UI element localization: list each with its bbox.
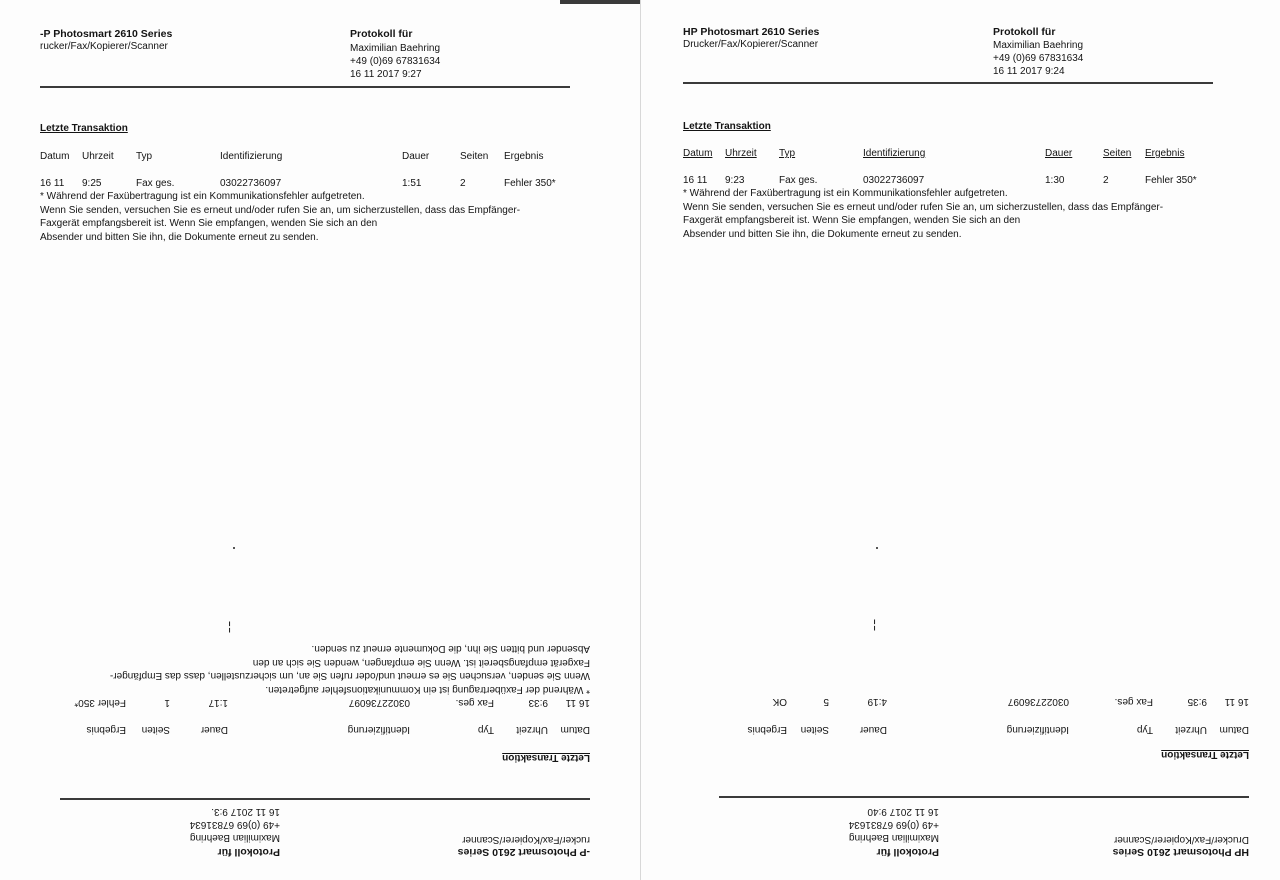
row-dauer: 1:17 (208, 697, 228, 708)
note-line: Absender und bitten Sie ihn, die Dokumente erneut zu senden. (683, 229, 962, 240)
report-timestamp: 16 11 2017 9:3. (211, 806, 280, 817)
device-name: -P Photosmart 2610 Series (40, 28, 173, 40)
row-typ: Fax ges. (1114, 696, 1153, 707)
row-uhrzeit: 9:23 (725, 175, 745, 186)
col-typ: Typ (136, 151, 153, 162)
row-ergebnis: OK (772, 696, 787, 707)
device-type: rucker/Fax/Kopierer/Scanner (462, 834, 590, 845)
row-identifizierung: 03022736097 (863, 175, 925, 186)
col-datum: Datum (1219, 724, 1249, 735)
note-line: * Während der Faxübertragung ist ein Kommunikationsfehler aufgetreten. (40, 191, 365, 202)
row-identifizierung: 03022736097 (220, 178, 282, 189)
row-typ: Fax ges. (779, 175, 818, 186)
note-line: Faxgerät empfangsbereit ist. Wenn Sie empfangen, wenden Sie sich an den (252, 657, 590, 668)
note-line: Wenn Sie senden, versuchen Sie es erneut und/oder rufen Sie an, um sicherzustellen, dass das Empfänger- (683, 202, 1164, 213)
row-ergebnis: Fehler 350* (74, 697, 126, 708)
col-identifizierung: Identifizierung (863, 148, 926, 159)
fax-report-upright (683, 26, 1243, 256)
col-seiten: Seiten (460, 151, 489, 162)
row-identifizierung: 03022736097 (348, 697, 410, 708)
scanned-page-right (640, 0, 1280, 880)
row-dauer: 1:30 (1045, 175, 1065, 186)
row-uhrzeit: 9:25 (82, 178, 102, 189)
col-dauer: Dauer (200, 724, 228, 735)
device-name: -P Photosmart 2610 Series (457, 846, 590, 858)
report-timestamp: 16 11 2017 9:40 (867, 806, 939, 817)
col-ergebnis: Ergebnis (1145, 148, 1185, 159)
scan-mark: ¦ (228, 619, 232, 633)
row-datum: 16 11 (40, 178, 65, 189)
note-line: Faxgerät empfangsbereit ist. Wenn Sie empfangen, wenden Sie sich an den (40, 218, 378, 229)
col-identifizierung: Identifizierung (347, 724, 410, 735)
row-seiten: 5 (823, 696, 829, 707)
protocol-title: Protokoll für (350, 28, 413, 40)
col-seiten: Seiten (141, 724, 170, 735)
row-seiten: 1 (164, 697, 170, 708)
note-line: Absender und bitten Sie ihn, die Dokumente erneut zu senden. (311, 643, 590, 654)
col-typ: Typ (477, 724, 494, 735)
scan-speck (233, 547, 235, 549)
note-line: Wenn Sie senden, versuchen Sie es erneut und/oder rufen Sie an, um sicherzustellen, dass das Empfänger- (40, 205, 521, 216)
row-identifizierung: 03022736097 (1007, 696, 1069, 707)
fax-report-upright (40, 28, 600, 258)
col-dauer: Dauer (859, 724, 887, 735)
section-title: Letzte Transaktion (502, 752, 590, 763)
scan-mark: ¦ (873, 617, 877, 631)
device-type: rucker/Fax/Kopierer/Scanner (40, 41, 168, 52)
owner-phone: +49 (0)69 67831634 (350, 56, 441, 67)
owner-phone: +49 (0)69 67831634 (993, 53, 1084, 64)
col-typ: Typ (779, 148, 796, 159)
page-edge-mark (560, 0, 640, 4)
col-ergebnis: Ergebnis (86, 724, 126, 735)
col-datum: Datum (40, 151, 70, 162)
col-dauer: Dauer (402, 151, 430, 162)
col-datum: Datum (560, 724, 590, 735)
owner-name: Maximilian Baehring (350, 43, 441, 54)
col-typ: Typ (1136, 724, 1153, 735)
row-ergebnis: Fehler 350* (504, 178, 556, 189)
header-rule (40, 86, 570, 88)
col-uhrzeit: Uhrzeit (725, 148, 757, 159)
col-datum: Datum (683, 148, 713, 159)
note-line: * Während der Faxübertragung ist ein Kommunikationsfehler aufgetreten. (265, 684, 590, 695)
header-rule (60, 799, 590, 801)
scan-speck (876, 547, 878, 549)
row-uhrzeit: 9:35 (1187, 696, 1207, 707)
col-uhrzeit: Uhrzeit (516, 724, 548, 735)
note-line: Faxgerät empfangsbereit ist. Wenn Sie empfangen, wenden Sie sich an den (683, 215, 1021, 226)
row-ergebnis: Fehler 350* (1145, 175, 1197, 186)
note-line: Wenn Sie senden, versuchen Sie es erneut und/oder rufen Sie an, um sicherzustellen, dass das Empfänger- (109, 670, 590, 681)
owner-name: Maximilian Baehring (993, 40, 1084, 51)
row-typ: Fax ges. (455, 697, 494, 708)
fax-report-upside-down (689, 628, 1249, 858)
device-type: Drucker/Fax/Kopierer/Scanner (683, 39, 819, 50)
report-timestamp: 16 11 2017 9:24 (993, 66, 1065, 77)
owner-name: Maximilian Baehring (189, 832, 280, 843)
header-rule (683, 82, 1213, 84)
col-uhrzeit: Uhrzeit (1175, 724, 1207, 735)
device-name: HP Photosmart 2610 Series (683, 26, 820, 38)
col-seiten: Seiten (1103, 148, 1132, 159)
owner-phone: +49 (0)69 67831634 (848, 819, 939, 830)
col-identifizierung: Identifizierung (1006, 724, 1069, 735)
section-title: Letzte Transaktion (40, 123, 128, 134)
owner-phone: +49 (0)69 67831634 (189, 819, 280, 830)
row-datum: 16 11 (1224, 696, 1249, 707)
protocol-title: Protokoll für (217, 846, 280, 858)
row-seiten: 2 (460, 178, 466, 189)
row-seiten: 2 (1103, 175, 1109, 186)
note-line: * Während der Faxübertragung ist ein Kommunikationsfehler aufgetreten. (683, 188, 1008, 199)
section-title: Letzte Transaktion (1161, 749, 1249, 760)
section-title: Letzte Transaktion (683, 121, 771, 132)
col-identifizierung: Identifizierung (220, 151, 283, 162)
protocol-title: Protokoll für (876, 846, 939, 858)
fax-report-upside-down (30, 628, 590, 858)
col-seiten: Seiten (800, 724, 829, 735)
report-timestamp: 16 11 2017 9:27 (350, 69, 422, 80)
row-dauer: 1:51 (402, 178, 422, 189)
col-uhrzeit: Uhrzeit (82, 151, 114, 162)
col-ergebnis: Ergebnis (747, 724, 787, 735)
owner-name: Maximilian Baehring (848, 832, 939, 843)
col-dauer: Dauer (1045, 148, 1073, 159)
note-line: Absender und bitten Sie ihn, die Dokumente erneut zu senden. (40, 232, 319, 243)
row-typ: Fax ges. (136, 178, 175, 189)
protocol-title: Protokoll für (993, 26, 1056, 38)
row-uhrzeit: 9:33 (528, 697, 548, 708)
device-type: Drucker/Fax/Kopierer/Scanner (1113, 834, 1249, 845)
device-name: HP Photosmart 2610 Series (1112, 846, 1249, 858)
row-dauer: 4:19 (867, 696, 887, 707)
col-ergebnis: Ergebnis (504, 151, 544, 162)
row-datum: 16 11 (565, 697, 590, 708)
row-datum: 16 11 (683, 175, 708, 186)
header-rule (719, 797, 1249, 799)
